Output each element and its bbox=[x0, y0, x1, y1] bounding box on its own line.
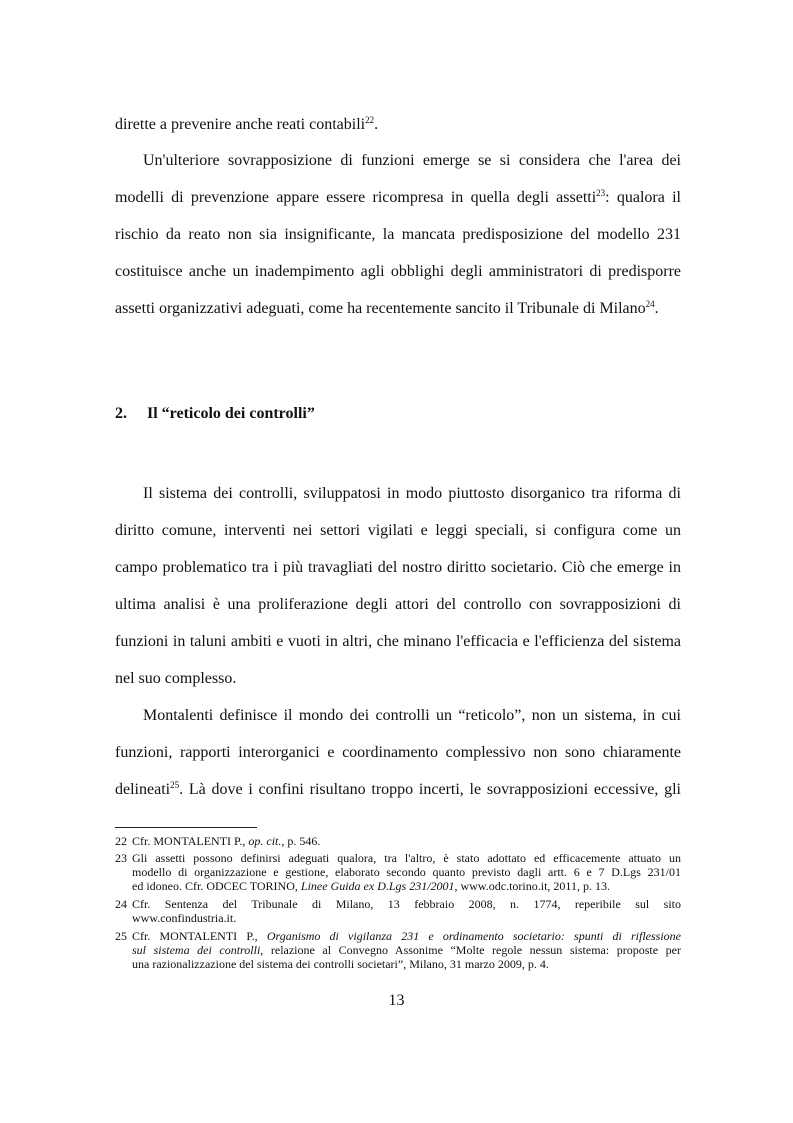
body-line: campo problematico tra i più travagliati del nostro diritto societario. Ciò che emerge in bbox=[115, 559, 681, 576]
body-line: costituisce anche un inadempimento agli obblighi degli amministratori di predisporre bbox=[115, 263, 681, 280]
footnote-line: Gli assetti possono definirsi adeguati qualora, tra l'altro, è stato adottato ed efficacemente attuato un bbox=[132, 851, 681, 865]
text-segment: dirette a prevenire anche reati contabili bbox=[115, 116, 366, 133]
footnote-line bbox=[132, 929, 681, 943]
text-segment: : qualora il bbox=[605, 189, 682, 206]
body-line bbox=[115, 188, 681, 208]
footnote-24 bbox=[115, 897, 681, 925]
page-number: 13 bbox=[388, 992, 405, 1009]
section-number: 2. bbox=[115, 405, 127, 422]
text-segment: Cfr. MONTALENTI P., bbox=[132, 929, 267, 943]
footnote-line: una razionalizzazione del sistema dei controlli societari”, Milano, 31 marzo 2009, p. 4. bbox=[132, 957, 549, 971]
text-segment: . bbox=[654, 300, 659, 317]
text-segment-italic: Organismo di vigilanza 231 e ordinamento societario: spunti di riflessione bbox=[266, 929, 682, 943]
text-segment: ed idoneo. Cfr. ODCEC TORINO, bbox=[132, 879, 301, 893]
text-segment: , www.odc.torino.it, 2011, p. 13. bbox=[454, 879, 610, 893]
text-segment: modelli di prevenzione appare essere ricompresa in quella degli assetti bbox=[115, 189, 597, 206]
footnote-ref: 24 bbox=[645, 299, 655, 309]
text-segment-italic: op. cit. bbox=[248, 834, 282, 848]
text-segment: , relazione al Convegno Assonime “Molte regole nessun sistema: proposte per bbox=[260, 943, 681, 957]
footnote-number: 23 bbox=[115, 851, 127, 865]
text-segment: Cfr. MONTALENTI P., bbox=[132, 834, 249, 848]
footnote-line bbox=[132, 879, 681, 893]
footnote-25 bbox=[115, 929, 681, 971]
text-segment-italic: Linee Guida ex D.Lgs 231/2001 bbox=[300, 879, 455, 893]
text-segment: delineati bbox=[115, 781, 171, 798]
text-segment: . Là dove i confini risultano troppo incerti, le sovrapposizioni eccessive, gli bbox=[179, 781, 681, 798]
body-line: diritto comune, interventi nei settori vigilati e leggi speciali, si configura come un bbox=[115, 522, 681, 539]
text-segment: . bbox=[374, 116, 379, 133]
footnote-number: 22 bbox=[115, 834, 127, 848]
text-segment-italic: sul sistema dei controlli bbox=[132, 943, 261, 957]
body-line: nel suo complesso. bbox=[115, 670, 237, 687]
body-line bbox=[115, 299, 659, 319]
body-line: ultima analisi è una proliferazione degli attori del controllo con sovrapposizioni di bbox=[115, 596, 681, 613]
body-line: Il sistema dei controlli, sviluppatosi in modo piuttosto disorganico tra riforma di bbox=[143, 485, 681, 502]
body-line bbox=[115, 780, 681, 800]
footnote-line bbox=[132, 943, 681, 957]
text-segment: assetti organizzativi adeguati, come ha recentemente sancito il Tribunale di Milano bbox=[115, 300, 646, 317]
body-line: funzioni in taluni ambiti e vuoti in altri, che minano l'efficacia e l'efficienza del sistema bbox=[115, 633, 681, 650]
footnote-number: 25 bbox=[115, 929, 127, 943]
footnote-ref: 22 bbox=[365, 115, 375, 125]
footnote-line: www.confindustria.it. bbox=[132, 911, 237, 925]
body-line: funzioni, rapporti interorganici e coordinamento complessivo non sono chiaramente bbox=[115, 744, 681, 761]
footnote-ref: 23 bbox=[596, 188, 606, 198]
footnote-line: modello di organizzazione e gestione, elaborato secondo quanto previsto dagli artt. 6 e 7 D.Lgs 231/01 bbox=[132, 865, 681, 879]
text-segment: , p. 546. bbox=[281, 834, 321, 848]
section-title: Il “reticolo dei controlli” bbox=[147, 405, 315, 422]
body-line: Un'ulteriore sovrapposizione di funzioni emerge se si considera che l'area dei bbox=[143, 152, 681, 169]
footnote-line bbox=[132, 834, 681, 848]
body-line bbox=[115, 115, 378, 135]
body-line: rischio da reato non sia insignificante, la mancata predisposizione del modello 231 bbox=[115, 226, 681, 243]
footnote-22 bbox=[115, 834, 681, 848]
footnote-separator bbox=[115, 827, 257, 828]
footnote-number: 24 bbox=[115, 897, 127, 911]
body-line: Montalenti definisce il mondo dei controlli un “reticolo”, non un sistema, in cui bbox=[143, 707, 681, 724]
section-heading bbox=[115, 405, 315, 423]
footnote-line: Cfr. Sentenza del Tribunale di Milano, 13 febbraio 2008, n. 1774, reperibile sul sito bbox=[132, 897, 681, 911]
footnote-ref: 25 bbox=[170, 780, 180, 790]
footnote-23 bbox=[115, 851, 681, 893]
